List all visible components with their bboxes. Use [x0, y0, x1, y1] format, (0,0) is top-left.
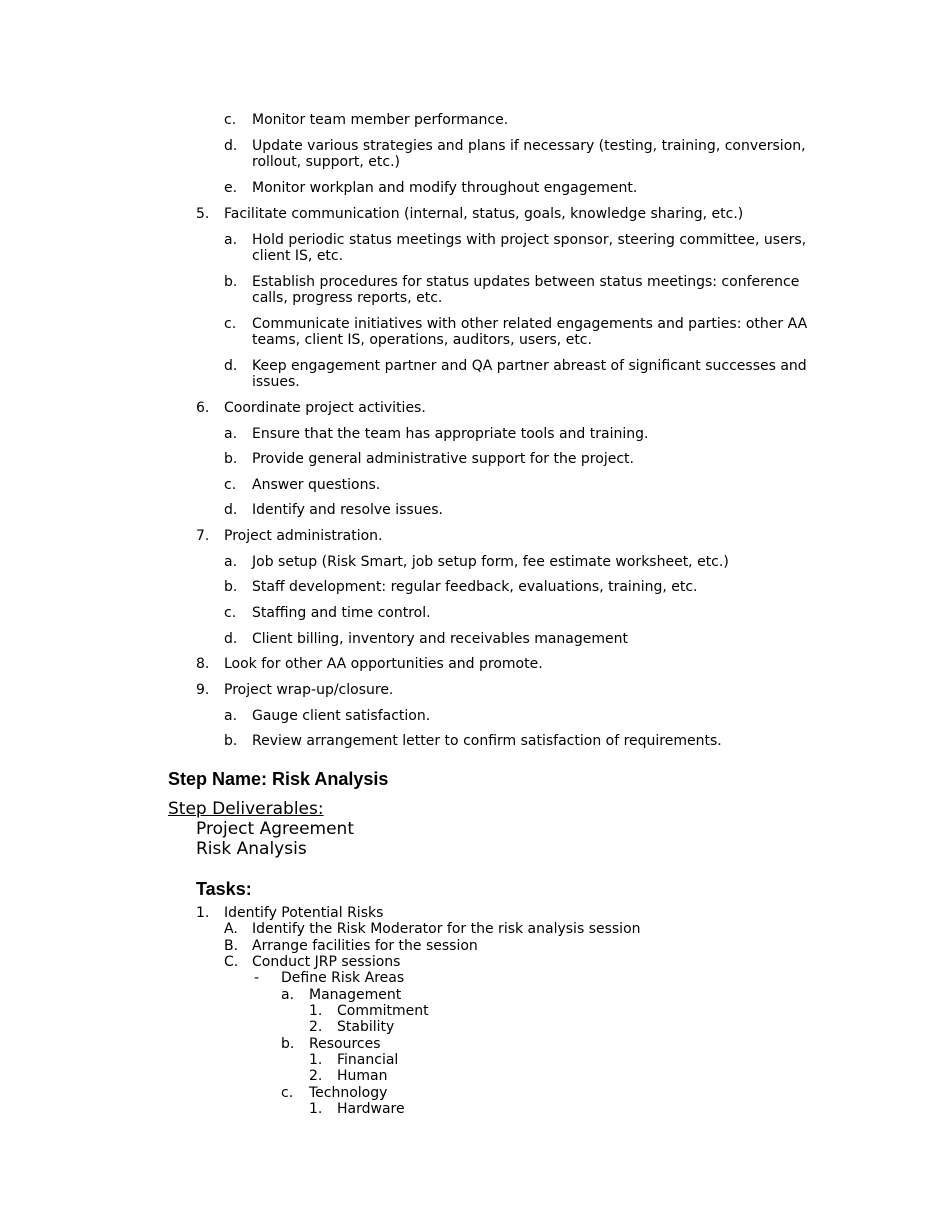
list-item-continued: client IS, etc. [252, 248, 344, 264]
list-item: Provide general administrative support for the project. [252, 451, 634, 467]
list-item-continued: teams, client IS, operations, auditors, users, etc. [252, 332, 592, 348]
risk-subarea: Human [337, 1068, 388, 1084]
list-marker: b. [224, 579, 238, 595]
list-marker: d. [224, 358, 238, 374]
list-marker: c. [224, 605, 237, 621]
risk-subarea: Hardware [337, 1101, 405, 1117]
list-item: Monitor team member performance. [252, 112, 509, 128]
list-marker: b. [224, 274, 238, 290]
list-item: Project wrap-up/closure. [224, 682, 394, 698]
list-marker: c. [281, 1085, 294, 1101]
list-marker: 2. [309, 1068, 323, 1084]
risk-subarea: Stability [337, 1019, 395, 1035]
task-item: Arrange facilities for the session [252, 938, 478, 954]
deliverable-item: Risk Analysis [196, 839, 307, 859]
list-marker: a. [224, 554, 238, 570]
list-item: Communicate initiatives with other related engagements and parties: other AA [252, 316, 808, 332]
list-item: Keep engagement partner and QA partner abreast of significant successes and [252, 358, 807, 374]
list-marker: 5. [196, 206, 210, 222]
step-deliverables-heading: Step Deliverables: [168, 799, 324, 819]
list-item-continued: issues. [252, 374, 300, 390]
list-item: Gauge client satisfaction. [252, 708, 431, 724]
step-name-heading: Step Name: Risk Analysis [168, 769, 389, 789]
list-item: Client billing, inventory and receivables management [252, 631, 628, 647]
list-marker: 1. [309, 1101, 323, 1117]
list-item-continued: rollout, support, etc.) [252, 154, 400, 170]
tasks-heading: Tasks: [196, 879, 252, 899]
list-item: Facilitate communication (internal, status, goals, knowledge sharing, etc.) [224, 206, 744, 222]
list-marker: d. [224, 502, 238, 518]
list-marker: a. [224, 232, 238, 248]
risk-area: Resources [309, 1036, 381, 1052]
list-marker: 9. [196, 682, 210, 698]
list-marker: B. [224, 938, 239, 954]
list-marker: 1. [196, 905, 210, 921]
list-marker: c. [224, 112, 237, 128]
list-item: Look for other AA opportunities and promote. [224, 656, 543, 672]
list-item: Project administration. [224, 528, 383, 544]
list-marker: d. [224, 138, 238, 154]
list-marker: b. [224, 733, 238, 749]
list-item: Hold periodic status meetings with project sponsor, steering committee, users, [252, 232, 807, 248]
deliverable-item: Project Agreement [196, 819, 354, 839]
list-item: Identify and resolve issues. [252, 502, 443, 518]
risk-subarea: Financial [337, 1052, 399, 1068]
list-marker: - [254, 970, 260, 986]
list-marker: b. [281, 1036, 295, 1052]
list-item: Staffing and time control. [252, 605, 431, 621]
list-marker: d. [224, 631, 238, 647]
task-item: Identify the Risk Moderator for the risk analysis session [252, 921, 641, 937]
task-item: Conduct JRP sessions [252, 954, 401, 970]
list-item: Monitor workplan and modify throughout engagement. [252, 180, 638, 196]
list-marker: c. [224, 316, 237, 332]
list-marker: 1. [309, 1003, 323, 1019]
list-marker: 7. [196, 528, 210, 544]
list-item: Coordinate project activities. [224, 400, 426, 416]
list-marker: C. [224, 954, 239, 970]
list-marker: 2. [309, 1019, 323, 1035]
risk-area: Technology [309, 1085, 388, 1101]
list-marker: A. [224, 921, 238, 937]
list-marker: 6. [196, 400, 210, 416]
list-marker: b. [224, 451, 238, 467]
risk-area: Management [309, 987, 402, 1003]
list-marker: c. [224, 477, 237, 493]
list-item: Answer questions. [252, 477, 381, 493]
list-item: Job setup (Risk Smart, job setup form, fee estimate worksheet, etc.) [252, 554, 729, 570]
list-marker: e. [224, 180, 238, 196]
task-item: Identify Potential Risks [224, 905, 384, 921]
list-marker: 8. [196, 656, 210, 672]
task-item: Define Risk Areas [281, 970, 405, 986]
list-item: Review arrangement letter to confirm satisfaction of requirements. [252, 733, 722, 749]
list-marker: a. [224, 708, 238, 724]
list-item: Staff development: regular feedback, evaluations, training, etc. [252, 579, 698, 595]
list-marker: a. [281, 987, 295, 1003]
list-item: Ensure that the team has appropriate tools and training. [252, 426, 649, 442]
list-marker: a. [224, 426, 238, 442]
list-marker: 1. [309, 1052, 323, 1068]
list-item: Update various strategies and plans if necessary (testing, training, conversion, [252, 138, 806, 154]
risk-subarea: Commitment [337, 1003, 429, 1019]
list-item: Establish procedures for status updates between status meetings: conference [252, 274, 800, 290]
list-item-continued: calls, progress reports, etc. [252, 290, 443, 306]
